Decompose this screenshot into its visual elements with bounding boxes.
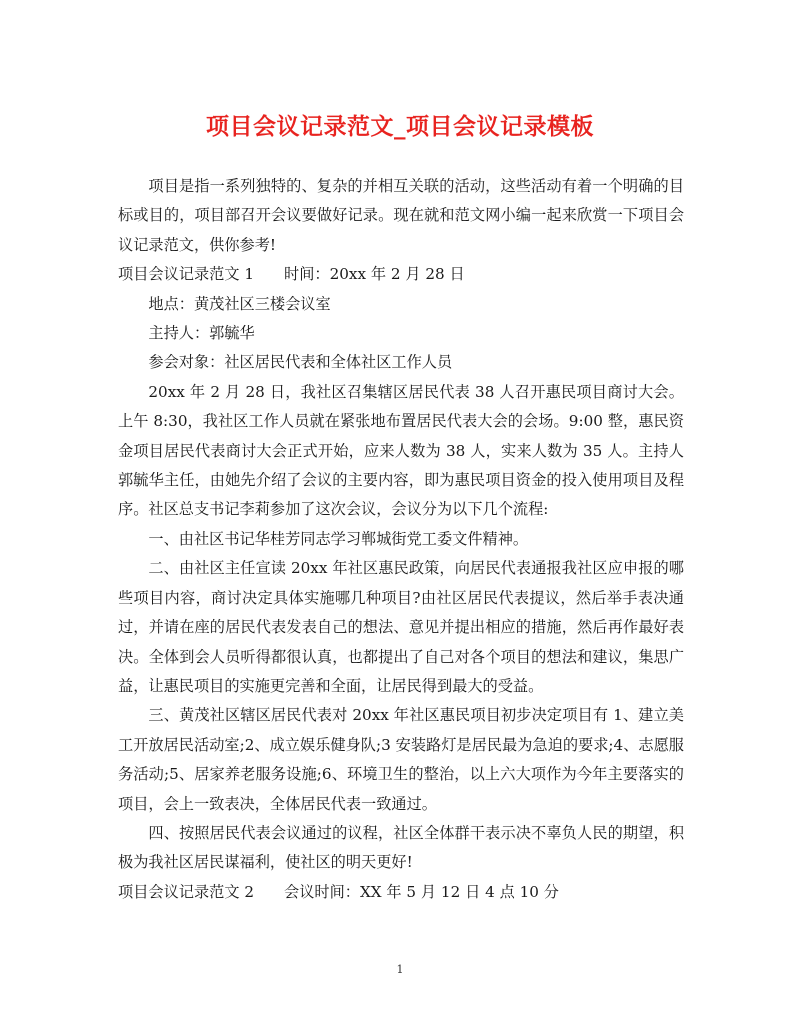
record1-attendees: 参会对象：社区居民代表和全体社区工作人员 (148, 353, 453, 372)
record1-time: 时间：20xx 年 2 月 28 日 (284, 265, 465, 284)
intro-paragraph: 项目是指一系列独特的、复杂的并相互关联的活动，这些活动有着一个明确的目标或目的，项目部召开会议要做好记录。现在就和范文网小编一起来欣赏一下项目会议记录范文，供你参考! (118, 177, 684, 254)
record1-paragraph: 四、按照居民代表会议通过的议程，社区全体群干表示决不辜负人民的期望，积极为我社区居民谋福利，使社区的明天更好! (118, 823, 684, 872)
document-title: 项目会议记录范文_项目会议记录模板 (206, 113, 594, 140)
record1-paragraph: 20xx 年 2 月 28 日，我社区召集辖区居民代表 38 人召开惠民项目商讨大会。上午 8:30，我社区工作人员就在紧张地布置居民代表大会的会场。9:00 整，惠民资金项目居民代表商讨大会正式开始，应来人数为 38 人，实来人数为 35 人。主持人郭毓华主任，由她先介绍了会议的主要内容，即为惠民项目资金的投入使用项目及程序。社区总支书记李莉参加了这次会议，会议分为以下几个流程: (118, 382, 684, 519)
page-number: 1 (396, 963, 404, 976)
record1-host: 主持人：郭毓华 (148, 324, 255, 343)
record1-paragraph: 三、黄茂社区辖区居民代表对 20xx 年社区惠民项目初步决定项目有 1、建立美工开放居民活动室;2、成立娱乐健身队;3 安装路灯是居民最为急迫的要求;4、志愿服务活动;5、居家养老服务设施;6、环境卫生的整治，以上六大项作为今年主要落实的项目，会上一致表决，全体居民代表一致通过。 (118, 706, 684, 813)
document-body (118, 172, 684, 907)
record1-paragraph: 二、由社区主任宣读 20xx 年社区惠民政策，向居民代表通报我社区应申报的哪些项目内容，商讨决定具体实施哪几种项目?由社区居民代表提议，然后举手表决通过，并请在座的居民代表发表自己的想法、意见并提出相应的措施，然后再作最好表决。全体到会人员听得都很认真，也都提出了自己对各个项目的想法和建议，集思广益，让惠民项目的实施更完善和全面，让居民得到最大的受益。 (118, 559, 684, 695)
record1-heading-line (118, 260, 684, 289)
record2-heading-line (118, 878, 684, 907)
record1-paragraph: 一、由社区书记华桂芳同志学习郸城街党工委文件精神。 (148, 529, 529, 548)
record1-place: 地点：黄茂社区三楼会议室 (148, 294, 331, 313)
record2-heading: 项目会议记录范文 2 (118, 882, 254, 901)
record2-time: 会议时间：XX 年 5 月 12 日 4 点 10 分 (284, 882, 559, 901)
record1-heading: 项目会议记录范文 1 (118, 265, 254, 284)
